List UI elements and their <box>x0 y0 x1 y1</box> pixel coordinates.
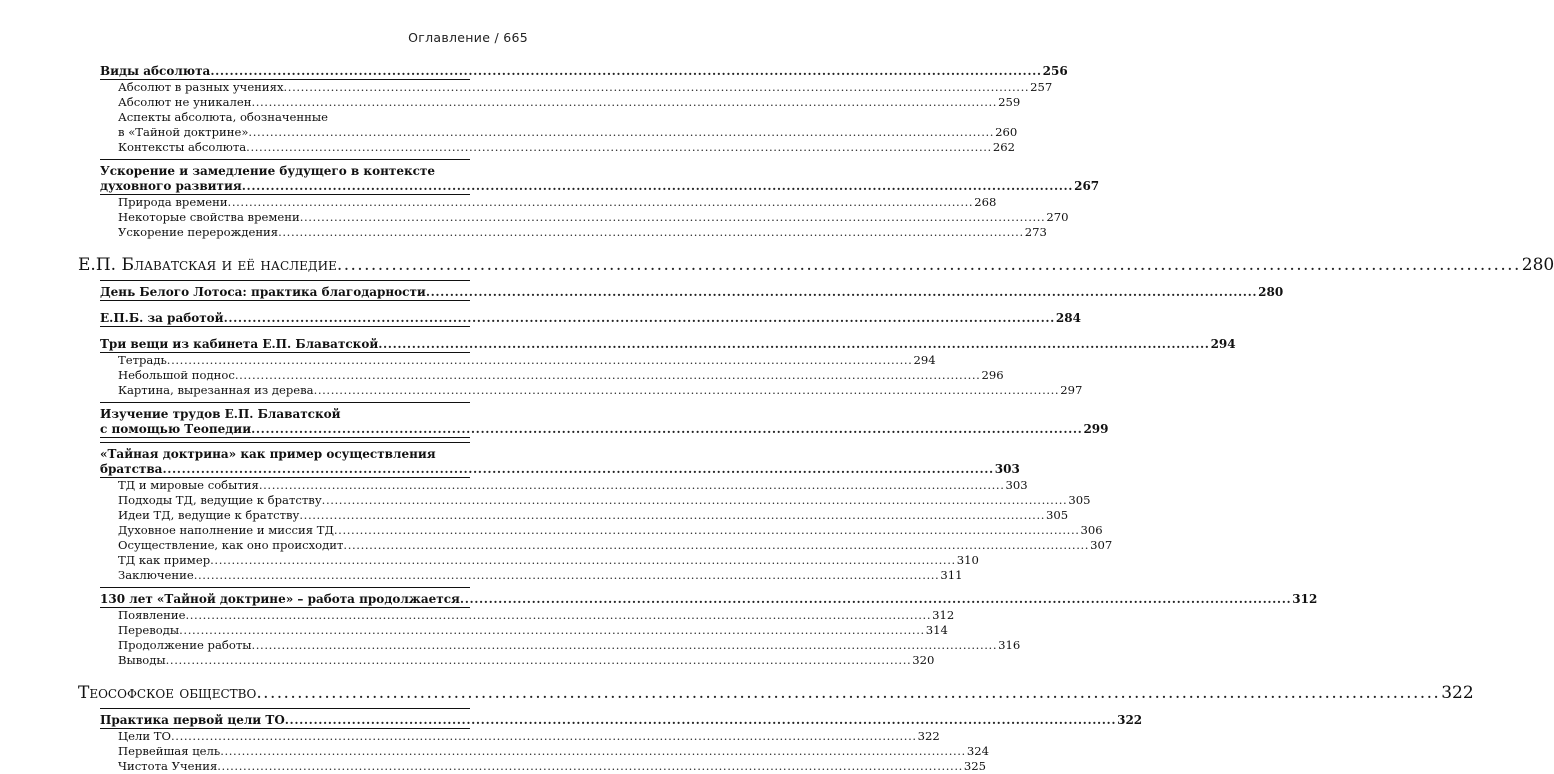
toc-page: 294 <box>1210 337 1236 351</box>
toc-entry[interactable] <box>100 478 1028 493</box>
toc-entry[interactable] <box>100 587 1318 608</box>
toc-entry[interactable] <box>100 523 1103 538</box>
toc-page: 312 <box>1292 592 1318 606</box>
toc-title: День Белого Лотоса: практика благодарности <box>100 285 426 299</box>
toc-title: Подходы ТД, ведущие к братству <box>118 493 322 507</box>
toc-entry[interactable] <box>100 337 1236 353</box>
toc-page: 270 <box>1046 210 1069 224</box>
toc-title: Идеи ТД, ведущие к братству <box>118 508 300 522</box>
toc-page: 256 <box>1042 64 1068 78</box>
toc-page: 314 <box>925 623 948 637</box>
toc-title: Контексты абсолюта <box>118 140 247 154</box>
toc-title: Некоторые свойства времени <box>118 210 300 224</box>
toc-page: 259 <box>998 95 1021 109</box>
toc-entry[interactable] <box>100 195 997 210</box>
toc-title: Практика первой цели ТО <box>100 713 285 727</box>
toc-entry[interactable] <box>100 538 1113 553</box>
toc-page: 325 <box>963 759 987 773</box>
toc-entry[interactable] <box>100 608 955 623</box>
toc-entry[interactable] <box>100 110 1018 140</box>
toc-title: ТД как пример <box>118 553 211 567</box>
toc-title: Тетрадь <box>118 353 167 367</box>
toc-title: Абсолют в разных учениях <box>118 80 284 94</box>
toc-title: Духовное наполнение и миссия ТД <box>118 523 334 537</box>
toc-title: Абсолют не уникален <box>118 95 252 109</box>
table-of-contents <box>78 64 1554 774</box>
toc-title: Появление <box>118 608 186 622</box>
toc-entry[interactable] <box>100 210 1069 225</box>
running-head: Оглавление / 665 <box>408 30 528 45</box>
toc-page: 280 <box>1258 285 1284 299</box>
toc-title: Ускорение перерождения <box>118 225 279 239</box>
toc-title: Заключение <box>118 568 194 582</box>
toc-title: братства <box>100 462 163 476</box>
toc-entry[interactable] <box>100 80 1053 95</box>
toc-title: Продолжение работы <box>118 638 252 652</box>
toc-part-title: Теософское общество <box>78 683 257 703</box>
toc-page: 296 <box>981 368 1004 382</box>
toc-title-line: «Тайная доктрина» как пример осуществления <box>100 447 436 461</box>
toc-entry[interactable] <box>100 708 1143 729</box>
toc-page: 303 <box>1005 478 1028 492</box>
toc-entry[interactable] <box>100 159 1100 195</box>
toc-page: 311 <box>940 568 963 582</box>
toc-entry[interactable] <box>100 402 1109 438</box>
toc-page: 322 <box>917 729 940 743</box>
toc-page: 312 <box>932 608 955 622</box>
toc-page: 307 <box>1090 538 1113 552</box>
toc-page: 316 <box>998 638 1021 652</box>
toc-part[interactable] <box>78 254 1554 276</box>
toc-entry[interactable] <box>100 442 1020 478</box>
toc-title: с помощью Теопедии <box>100 422 252 436</box>
toc-page: 262 <box>992 140 1015 154</box>
toc-entry[interactable] <box>100 280 1284 301</box>
toc-page: 305 <box>1046 508 1069 522</box>
toc-title: Чистота Учения <box>118 759 218 773</box>
toc-entry[interactable] <box>100 568 963 583</box>
toc-entry[interactable] <box>100 759 987 774</box>
toc-entry[interactable] <box>100 638 1021 653</box>
toc-entry[interactable] <box>100 368 1004 383</box>
toc-entry[interactable] <box>100 493 1091 508</box>
toc-page: 260 <box>995 125 1018 139</box>
toc-page: 306 <box>1080 523 1103 537</box>
toc-title: Виды абсолюта <box>100 64 211 78</box>
toc-page: 322 <box>1441 683 1474 703</box>
toc-title: Цели ТО <box>118 729 171 743</box>
toc-title: Выводы <box>118 653 166 667</box>
toc-title: Переводы <box>118 623 180 637</box>
toc-title: ТД и мировые события <box>118 478 259 492</box>
toc-title-line: Ускорение и замедление будущего в контексте <box>100 164 435 178</box>
toc-entry[interactable] <box>100 225 1047 240</box>
toc-entry[interactable] <box>100 140 1015 155</box>
toc-title-line: Изучение трудов Е.П. Блаватской <box>100 407 341 421</box>
toc-page: 294 <box>913 353 936 367</box>
toc-title-line: Аспекты абсолюта, обозначенные <box>118 110 328 124</box>
toc-title: Природа времени <box>118 195 228 209</box>
toc-entry[interactable] <box>100 353 936 368</box>
toc-part[interactable] <box>78 682 1474 704</box>
toc-page: 268 <box>974 195 997 209</box>
toc-page: 303 <box>994 462 1020 476</box>
toc-entry[interactable] <box>100 311 1081 327</box>
toc-entry[interactable] <box>100 729 940 744</box>
toc-page: 280 <box>1521 255 1554 275</box>
toc-entry[interactable] <box>100 623 948 638</box>
toc-page: 324 <box>966 744 989 758</box>
toc-page: 320 <box>912 653 935 667</box>
toc-page: 305 <box>1068 493 1091 507</box>
toc-entry[interactable] <box>100 744 989 759</box>
toc-page: 273 <box>1024 225 1047 239</box>
toc-title: духовного развития <box>100 179 242 193</box>
toc-page: 310 <box>956 553 979 567</box>
toc-title: Небольшой поднос <box>118 368 235 382</box>
toc-entry[interactable] <box>100 64 1068 80</box>
toc-title: 130 лет «Тайной доктрине» – работа продолжается <box>100 592 460 606</box>
toc-title: Картина, вырезанная из дерева <box>118 383 314 397</box>
toc-title: Осуществление, как оно происходит <box>118 538 344 552</box>
toc-title: Первейшая цель <box>118 744 221 758</box>
toc-entry[interactable] <box>100 653 935 668</box>
toc-page: 322 <box>1117 713 1143 727</box>
toc-title: Три вещи из кабинета Е.П. Блаватской <box>100 337 379 351</box>
toc-page: 284 <box>1055 311 1081 325</box>
toc-entry[interactable] <box>100 553 979 568</box>
toc-entry[interactable] <box>100 95 1021 110</box>
toc-title: Е.П.Б. за работой <box>100 311 224 325</box>
toc-page: 297 <box>1060 383 1083 397</box>
toc-page: 257 <box>1030 80 1053 94</box>
toc-page: 267 <box>1074 179 1100 193</box>
toc-entry[interactable] <box>100 383 1083 398</box>
toc-part-title: Е.П. Блаватская и её наследие <box>78 255 337 275</box>
toc-page: 299 <box>1083 422 1109 436</box>
toc-title: в «Тайной доктрине» <box>118 125 249 139</box>
toc-entry[interactable] <box>100 508 1069 523</box>
